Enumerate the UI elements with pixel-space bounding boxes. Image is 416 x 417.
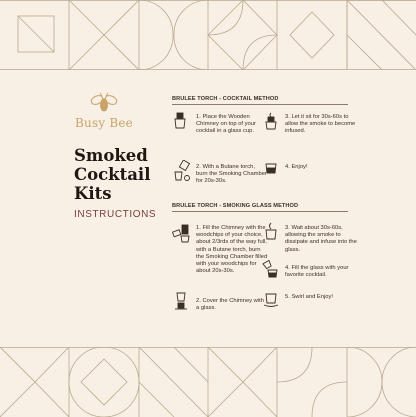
cover-chimney-icon (172, 292, 190, 310)
section-divider (172, 104, 348, 105)
torch-chimney-icon (172, 222, 190, 240)
pour-icon (262, 260, 280, 278)
smoke-glass-icon (262, 112, 280, 130)
brand-logo (62, 92, 146, 130)
section-heading-smoking-glass-method: BRULEE TORCH - SMOKING GLASS METHOD (172, 203, 299, 209)
decorative-pattern-bottom (0, 347, 416, 417)
smoke-dissipate-icon (262, 222, 280, 240)
torch-icon (172, 160, 190, 178)
decorative-pattern-top (0, 0, 416, 70)
title-line-1: Smoked (74, 146, 148, 165)
step-text: 4. Enjoy! (285, 164, 308, 170)
cocktail-icon (262, 160, 280, 178)
title-line-2: Cocktail (74, 165, 151, 184)
page-title (74, 146, 150, 203)
step-text: 1. Place the Wooden Chimney on top of your cocktail in a glass cup. (196, 114, 256, 135)
instructions-heading: INSTRUCTIONS (74, 209, 157, 220)
step-text: 5. Swirl and Enjoy! (285, 294, 334, 300)
step-text: 2. With a Butane torch, burn the Smoking Chamber for 20s-30s. (196, 164, 267, 185)
step-text: 4. Fill the glass with your favorite cocktail. (285, 265, 349, 279)
step-text: 3. Wait about 30s-60s, allowing the smoke to dissipate and infuse into the glass. (285, 225, 357, 253)
swirl-glass-icon (262, 290, 280, 308)
chimney-glass-icon (171, 112, 189, 130)
bee-icon (89, 92, 119, 114)
step-text: 2. Cover the Chimney with a glass. (196, 298, 264, 312)
step-text: 3. Let it sit for 30s-60s to allow the smoke to become infused. (285, 114, 356, 135)
step-text: 1. Fill the Chimney with the woodchips of your choice, about 2/3rds of the way full, with a Butane torch, burn the Smoking Chamber filled with your woodchips for about 20s-30s. (196, 225, 268, 275)
section-heading-cocktail-method: BRULEE TORCH - COCKTAIL METHOD (172, 96, 279, 102)
brand-name: Busy Bee (75, 116, 133, 130)
section-divider (172, 211, 348, 212)
title-line-3: Kits (74, 184, 112, 203)
